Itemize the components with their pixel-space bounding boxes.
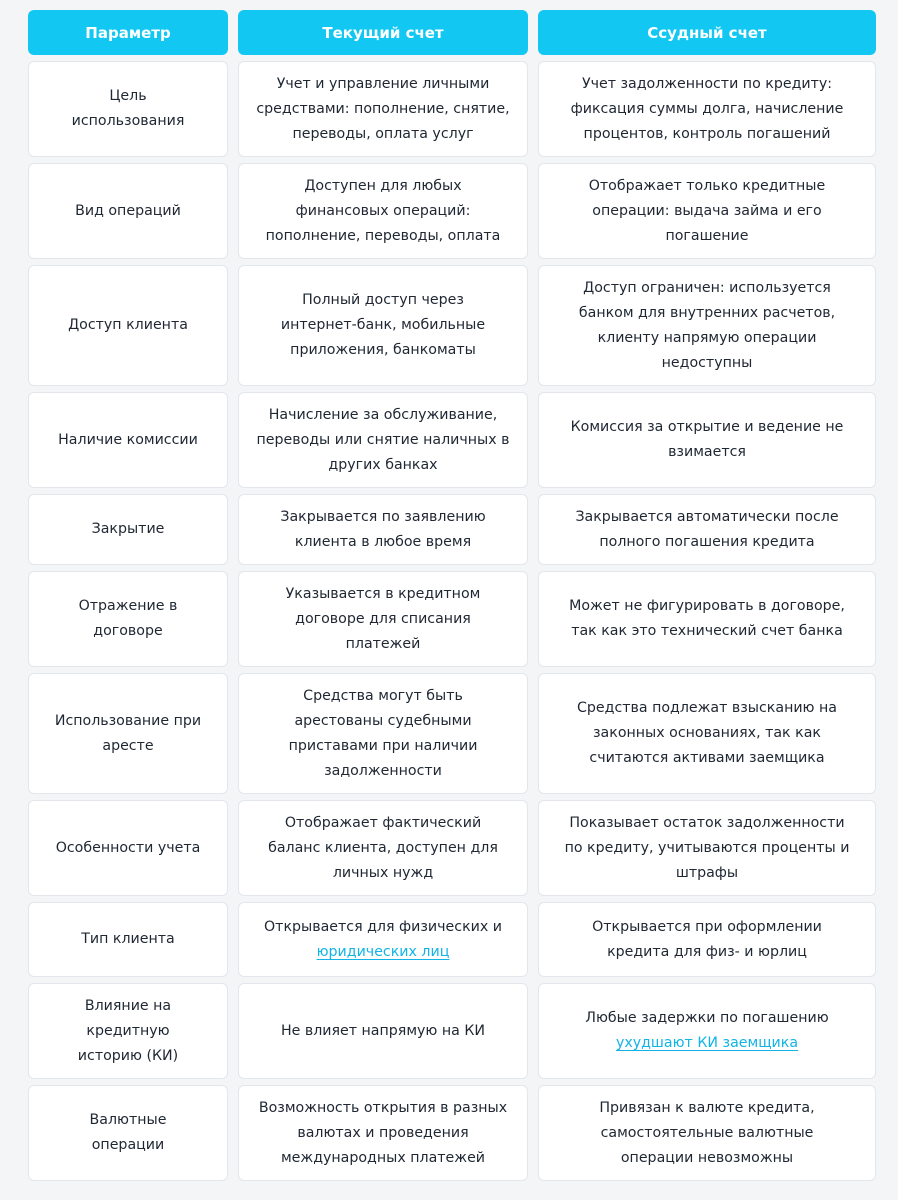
row-param: Цель использования bbox=[28, 61, 228, 157]
row-current: Начисление за обслуживание, переводы или снятие наличных в других банках bbox=[238, 392, 528, 488]
legal-entities-link[interactable]: юридических лиц bbox=[316, 943, 450, 960]
row-loan: Средства подлежат взысканию на законных основаниях, так как считаются активами заемщика bbox=[538, 673, 876, 794]
row-current bbox=[238, 902, 528, 977]
row-loan: Учет задолженности по кредиту: фиксация суммы долга, начисление процентов, контроль погашений bbox=[538, 61, 876, 157]
row-loan: Доступ ограничен: используется банком для внутренних расчетов, клиенту напрямую операции недоступны bbox=[538, 265, 876, 386]
header-parameter: Параметр bbox=[28, 10, 228, 55]
row-param: Особенности учета bbox=[28, 800, 228, 896]
row-param: Тип клиента bbox=[28, 902, 228, 977]
row-current: Закрывается по заявлению клиента в любое время bbox=[238, 494, 528, 565]
row-current: Учет и управление личными средствами: пополнение, снятие, переводы, оплата услуг bbox=[238, 61, 528, 157]
row-param: Использование при аресте bbox=[28, 673, 228, 794]
row-loan bbox=[538, 983, 876, 1079]
row-current: Возможность открытия в разных валютах и проведения международных платежей bbox=[238, 1085, 528, 1181]
header-current-account: Текущий счет bbox=[238, 10, 528, 55]
row-loan: Закрывается автоматически после полного погашения кредита bbox=[538, 494, 876, 565]
row-loan: Открывается при оформлении кредита для физ- и юрлиц bbox=[538, 902, 876, 977]
row-param: Доступ клиента bbox=[28, 265, 228, 386]
row-param: Отражение в договоре bbox=[28, 571, 228, 667]
credit-history-link[interactable]: ухудшают КИ заемщика bbox=[615, 1035, 799, 1051]
row-loan: Отображает только кредитные операции: выдача займа и его погашение bbox=[538, 163, 876, 259]
row-loan: Показывает остаток задолженности по кредиту, учитываются проценты и штрафы bbox=[538, 800, 876, 896]
row-current: Средства могут быть арестованы судебными приставами при наличии задолженности bbox=[238, 673, 528, 794]
row-current: Доступен для любых финансовых операций: пополнение, переводы, оплата bbox=[238, 163, 528, 259]
row-loan: Может не фигурировать в договоре, так как это технический счет банка bbox=[538, 571, 876, 667]
cell-text: Открывается для физических и bbox=[264, 918, 502, 935]
row-current: Полный доступ через интернет-банк, мобильные приложения, банкоматы bbox=[238, 265, 528, 386]
row-loan: Привязан к валюте кредита, самостоятельные валютные операции невозможны bbox=[538, 1085, 876, 1181]
header-loan-account: Ссудный счет bbox=[538, 10, 876, 55]
row-current: Указывается в кредитном договоре для списания платежей bbox=[238, 571, 528, 667]
row-param: Наличие комиссии bbox=[28, 392, 228, 488]
row-param: Влияние на кредитную историю (КИ) bbox=[28, 983, 228, 1079]
row-loan: Комиссия за открытие и ведение не взимается bbox=[538, 392, 876, 488]
row-param: Вид операций bbox=[28, 163, 228, 259]
cell-text: Любые задержки по погашению bbox=[585, 1010, 829, 1026]
row-current: Не влияет напрямую на КИ bbox=[238, 983, 528, 1079]
row-param: Закрытие bbox=[28, 494, 228, 565]
comparison-table bbox=[28, 10, 876, 1181]
row-param: Валютные операции bbox=[28, 1085, 228, 1181]
row-current: Отображает фактический баланс клиента, доступен для личных нужд bbox=[238, 800, 528, 896]
